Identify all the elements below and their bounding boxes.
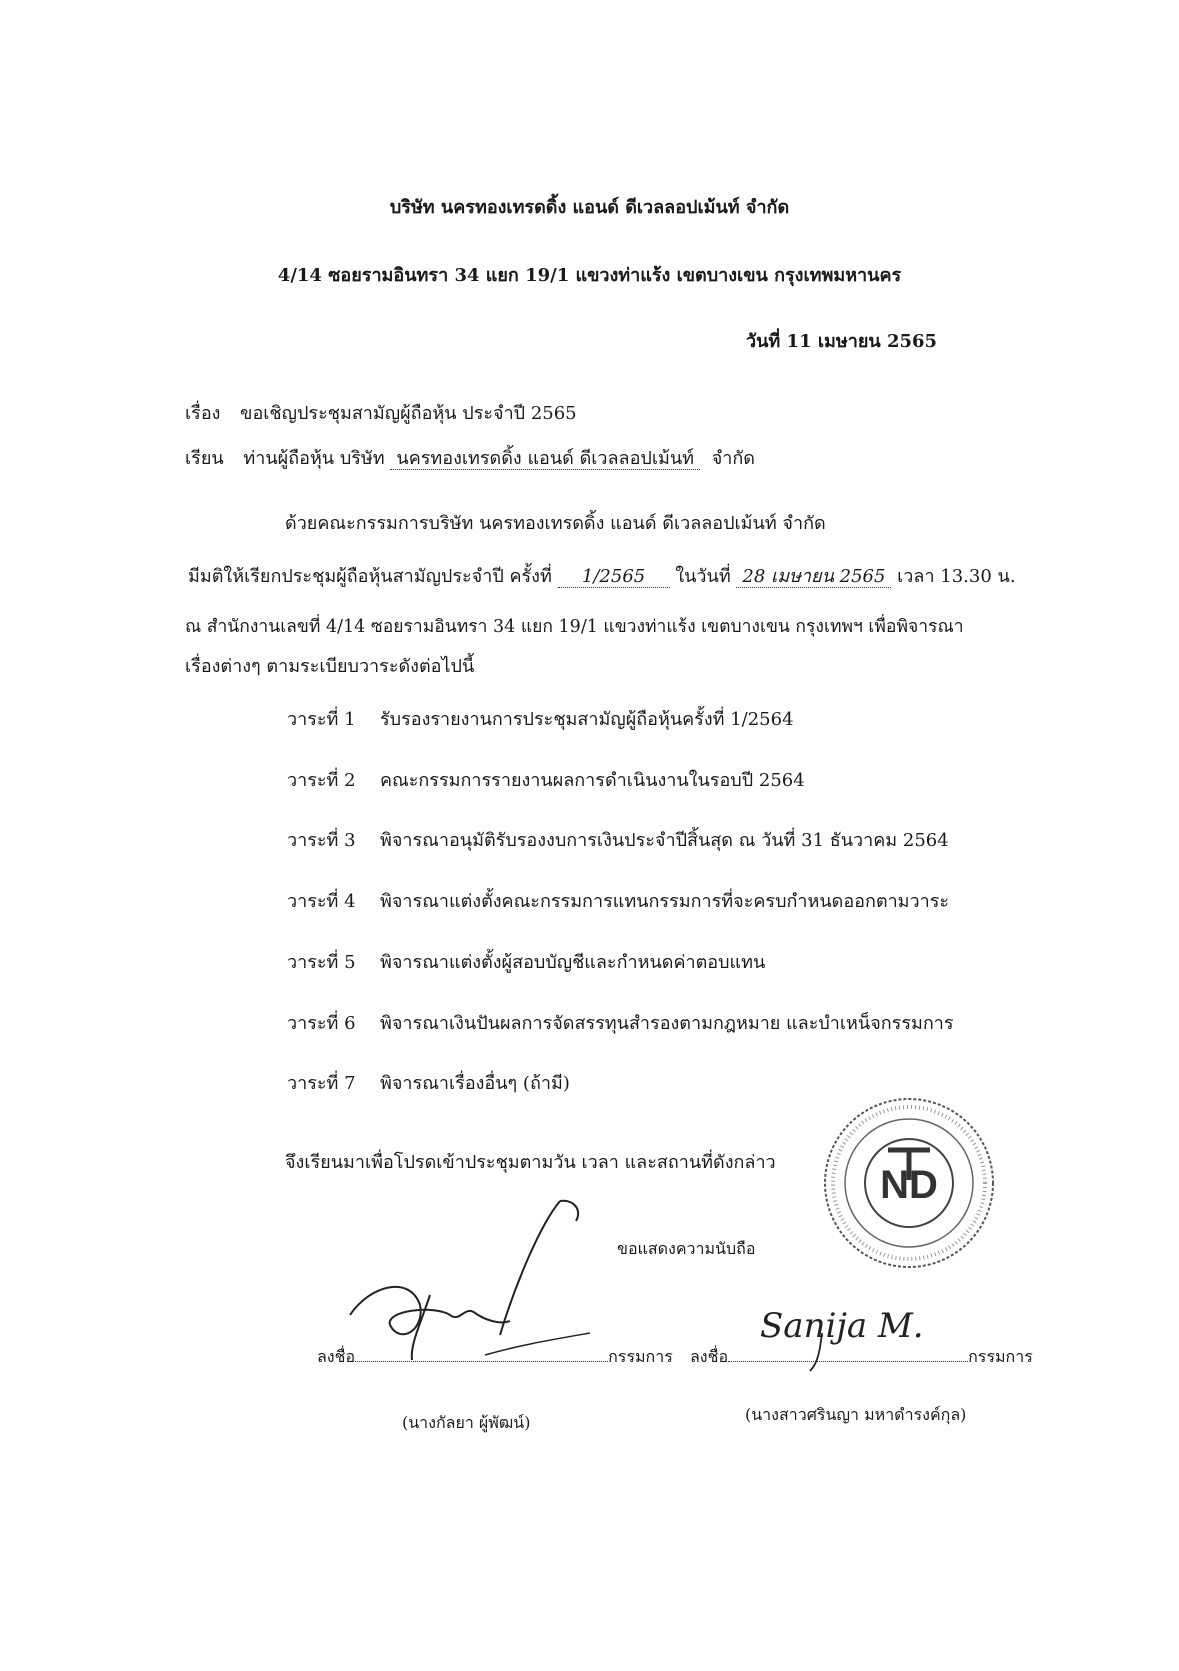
svg-text:Sanija M.: Sanija M. bbox=[760, 1306, 924, 1346]
signature-2-line bbox=[690, 1345, 1033, 1370]
addressee-line bbox=[185, 443, 755, 472]
agenda-number: วาระที่ 7 bbox=[287, 1073, 356, 1094]
agenda-text: พิจารณาเงินปันผลการจัดสรรทุนสำรองตามกฎหมาย และบำเหน็จกรรมการ bbox=[380, 1013, 954, 1034]
body-line-4: เรื่องต่างๆ ตามระเบียบวาระดังต่อไปนี้ bbox=[185, 656, 475, 677]
body-line-2c: เวลา 13.30 น. bbox=[897, 566, 1016, 587]
agenda-item bbox=[287, 765, 1087, 791]
agenda-text: พิจารณาแต่งตั้งคณะกรรมการแทนกรรมการที่จะครบกำหนดออกตามวาระ bbox=[380, 891, 950, 912]
agenda-number: วาระที่ 4 bbox=[287, 891, 356, 912]
agenda-number: วาระที่ 1 bbox=[287, 709, 356, 730]
agenda-text: พิจารณาเรื่องอื่นๆ (ถ้ามี) bbox=[380, 1073, 570, 1094]
to-company-fill: นครทองเทรดดิ้ง แอนด์ ดีเวลลอปเม้นท์ bbox=[390, 449, 700, 470]
body-line-2a: มีมติให้เรียกประชุมผู้ถือหุ้นสามัญประจำปี ครั้งที่ bbox=[188, 566, 552, 587]
closing-line: จึงเรียนมาเพื่อโปรดเข้าประชุมตามวัน เวลา และสถานที่ดังกล่าว bbox=[285, 1152, 776, 1173]
agenda-number: วาระที่ 5 bbox=[287, 952, 356, 973]
meeting-date-fill: 28 เมษายน 2565 bbox=[736, 567, 891, 588]
body-line-1: ด้วยคณะกรรมการบริษัท นครทองเทรดดิ้ง แอนด์ ดีเวลลอปเม้นท์ จำกัด bbox=[285, 513, 826, 534]
agenda-item bbox=[287, 825, 1087, 851]
body-line-2b: ในวันที่ bbox=[675, 566, 731, 587]
company-name: บริษัท นครทองเทรดดิ้ง แอนด์ ดีเวลลอปเม้นท์ จำกัด bbox=[389, 197, 790, 218]
company-stamp bbox=[818, 1092, 1000, 1274]
regards-line: ขอแสดงความนับถือ bbox=[617, 1239, 756, 1258]
company-address: 4/14 ซอยรามอินทรา 34 แยก 19/1 แขวงท่าแร้ง เขตบางเขน กรุงเทพมหานคร bbox=[277, 265, 902, 286]
to-prefix: ท่านผู้ถือหุ้น บริษัท bbox=[243, 448, 385, 469]
agenda-text: พิจารณาแต่งตั้งผู้สอบบัญชีและกำหนดค่าตอบแทน bbox=[380, 952, 766, 973]
agenda-text: คณะกรรมการรายงานผลการดำเนินงานในรอบปี 2564 bbox=[380, 770, 805, 791]
signature-1-role: กรรมการ bbox=[608, 1347, 673, 1366]
subject-text: ขอเชิญประชุมสามัญผู้ถือหุ้น ประจำปี 2565 bbox=[240, 403, 577, 424]
signature-2-role: กรรมการ bbox=[968, 1347, 1033, 1366]
agenda-item bbox=[287, 1068, 1087, 1094]
body-line-3: ณ สำนักงานเลขที่ 4/14 ซอยรามอินทรา 34 แยก 19/1 แขวงท่าแร้ง เขตบางเขน กรุงเทพฯ เพื่อพิจารณา bbox=[185, 617, 964, 637]
letter-date: วันที่ 11 เมษายน 2565 bbox=[746, 331, 938, 352]
agenda-item bbox=[287, 947, 1087, 973]
signature-2-label: ลงชื่อ bbox=[690, 1347, 729, 1366]
agenda-text: พิจารณาอนุมัติรับรองงบการเงินประจำปีสิ้นสุด ณ วันที่ 31 ธันวาคม 2564 bbox=[380, 830, 949, 851]
signatory-2-name: (นางสาวศรินญา มหาดำรงค์กุล) bbox=[745, 1405, 967, 1424]
agenda-number: วาระที่ 2 bbox=[287, 770, 356, 791]
agenda-number: วาระที่ 6 bbox=[287, 1013, 356, 1034]
agenda-number: วาระที่ 3 bbox=[287, 830, 356, 851]
meeting-number-fill: 1/2565 bbox=[558, 567, 670, 588]
signature-1-scribble bbox=[340, 1195, 620, 1365]
agenda-item bbox=[287, 1008, 1087, 1034]
agenda-item bbox=[287, 704, 1087, 730]
to-suffix: จำกัด bbox=[711, 448, 755, 469]
agenda-text: รับรองรายงานการประชุมสามัญผู้ถือหุ้นครั้งที่ 1/2564 bbox=[380, 709, 794, 730]
body-line-2 bbox=[188, 561, 1016, 590]
agenda-item bbox=[287, 886, 1087, 912]
stamp-monogram: ND bbox=[880, 1163, 938, 1207]
subject-label: เรื่อง bbox=[185, 403, 221, 424]
to-label: เรียน bbox=[185, 448, 224, 469]
signature-1-label: ลงชื่อ bbox=[317, 1347, 356, 1366]
signature-1-line bbox=[317, 1345, 673, 1370]
subject-line bbox=[185, 398, 577, 427]
signatory-1-name: (นางกัลยา ผู้พัฒน์) bbox=[402, 1413, 531, 1432]
